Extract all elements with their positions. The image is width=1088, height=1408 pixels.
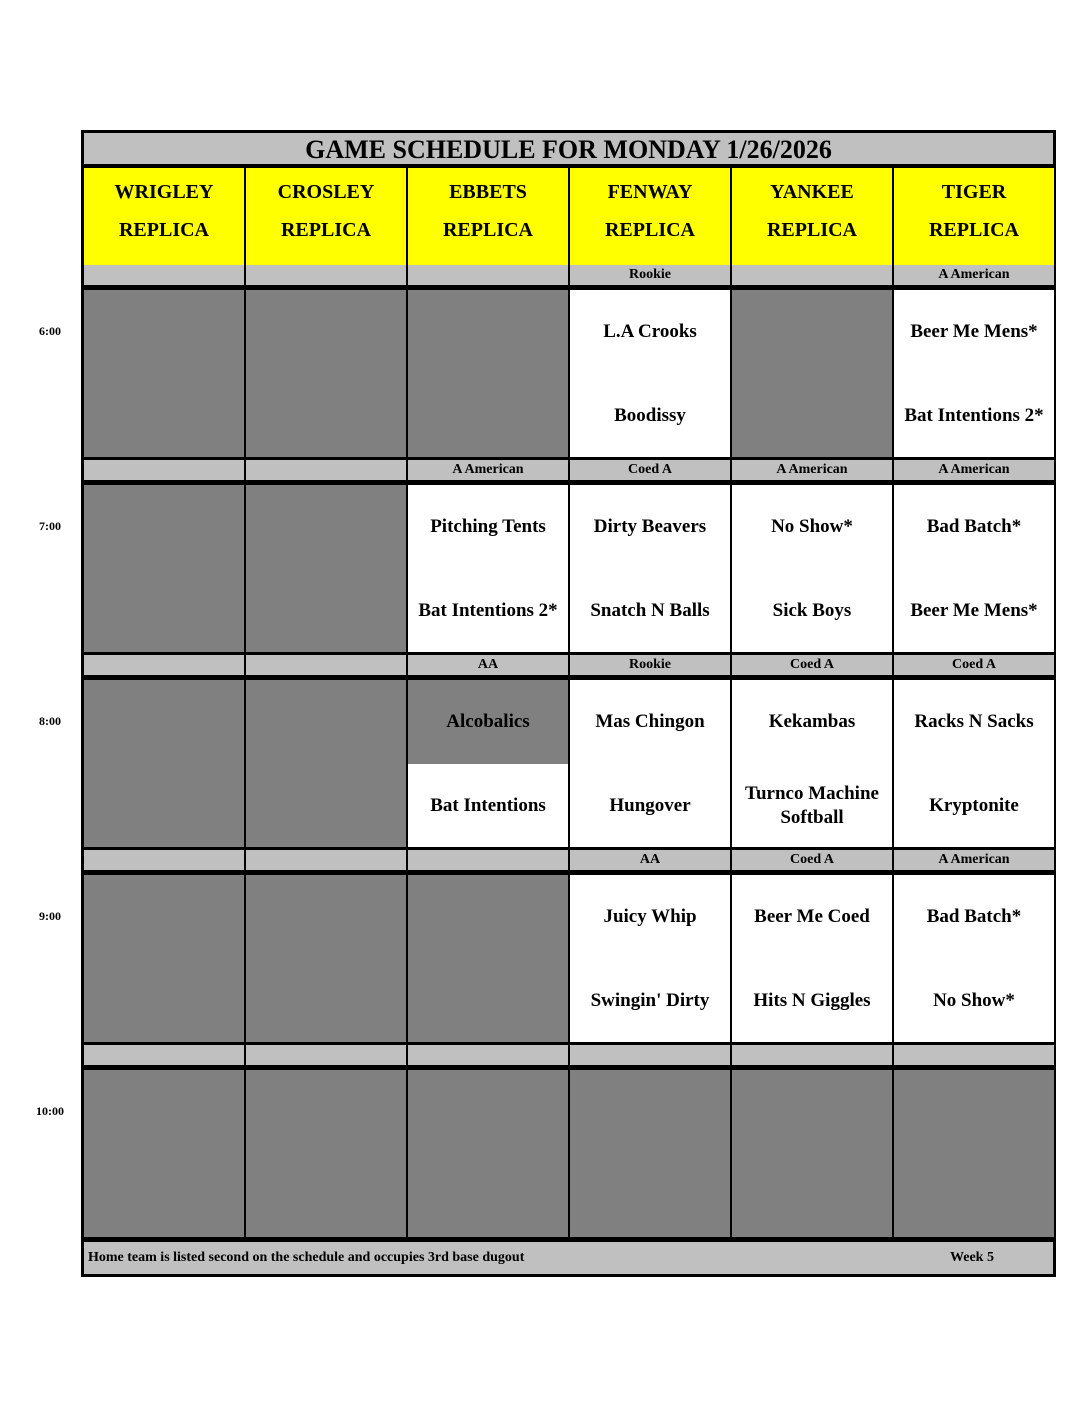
home-team: Bat Intentions xyxy=(408,764,568,847)
time-label: 8:00 xyxy=(39,714,61,728)
empty-slot xyxy=(408,290,568,457)
field-name: CROSLEY xyxy=(277,181,375,203)
empty-slot xyxy=(84,1070,244,1237)
game-cell xyxy=(732,485,892,652)
game-cell xyxy=(570,680,730,847)
away-team: Alcobalics xyxy=(408,680,568,764)
league-label xyxy=(84,460,244,480)
field-header xyxy=(246,168,406,265)
league-label xyxy=(84,850,244,870)
league-label: AA xyxy=(408,655,568,675)
league-label xyxy=(408,265,568,285)
game-cell xyxy=(894,875,1054,1042)
field-name: YANKEE xyxy=(770,181,854,203)
time-label: 7:00 xyxy=(39,519,61,533)
league-label: AA xyxy=(570,850,730,870)
league-label xyxy=(246,265,406,285)
home-team: Sick Boys xyxy=(772,599,852,621)
away-team: Kekambas xyxy=(768,711,856,732)
league-label xyxy=(246,1045,406,1065)
time-label: 10:00 xyxy=(36,1104,64,1118)
empty-slot xyxy=(408,1070,568,1237)
empty-slot xyxy=(246,290,406,457)
game-cell xyxy=(570,290,730,457)
away-team: Beer Me Coed xyxy=(754,906,870,927)
footer-note: Home team is listed second on the schedule and occupies 3rd base dugout xyxy=(88,1250,525,1265)
field-header xyxy=(894,168,1054,265)
empty-slot xyxy=(246,680,406,847)
away-team: Bad Batch* xyxy=(926,906,1022,927)
field-name: FENWAY xyxy=(607,181,693,203)
home-team: Beer Me Mens* xyxy=(910,599,1038,621)
schedule-title: GAME SCHEDULE FOR MONDAY 1/26/2026 xyxy=(84,133,1053,166)
empty-slot xyxy=(84,485,244,652)
league-label xyxy=(84,1045,244,1065)
time-label: 6:00 xyxy=(39,324,61,338)
field-subtitle: REPLICA xyxy=(766,219,857,241)
field-subtitle: REPLICA xyxy=(442,219,533,241)
league-label: Coed A xyxy=(894,655,1054,675)
field-header xyxy=(570,168,730,265)
league-label xyxy=(246,850,406,870)
league-label: Rookie xyxy=(570,655,730,675)
empty-slot xyxy=(246,485,406,652)
field-header xyxy=(84,168,244,265)
home-team: Hungover xyxy=(609,794,691,816)
away-team: Mas Chingon xyxy=(595,711,705,732)
game-cell xyxy=(732,875,892,1042)
field-name: WRIGLEY xyxy=(114,181,214,203)
empty-slot xyxy=(732,290,892,457)
empty-slot xyxy=(732,1070,892,1237)
home-team: Bat Intentions 2* xyxy=(904,404,1044,426)
league-label xyxy=(408,1045,568,1065)
league-label xyxy=(894,1045,1054,1065)
league-label: A American xyxy=(894,265,1054,285)
field-subtitle: REPLICA xyxy=(280,219,371,241)
away-team: Juicy Whip xyxy=(603,906,697,927)
game-cell xyxy=(894,290,1054,457)
league-label: Rookie xyxy=(570,265,730,285)
field-name: EBBETS xyxy=(449,181,527,203)
home-team: Snatch N Balls xyxy=(590,599,710,621)
away-team: Dirty Beavers xyxy=(593,516,707,537)
league-label: A American xyxy=(894,460,1054,480)
league-label xyxy=(732,1045,892,1065)
away-team: L.A Crooks xyxy=(603,321,697,342)
field-subtitle: REPLICA xyxy=(928,219,1019,241)
empty-slot xyxy=(84,290,244,457)
empty-slot xyxy=(84,680,244,847)
home-team: Hits N Giggles xyxy=(753,989,871,1011)
league-label: A American xyxy=(894,850,1054,870)
field-name: TIGER xyxy=(941,181,1007,203)
away-team: Pitching Tents xyxy=(430,516,546,537)
field-header xyxy=(408,168,568,265)
league-label: A American xyxy=(408,460,568,480)
game-cell xyxy=(408,485,568,652)
league-label xyxy=(84,655,244,675)
empty-slot xyxy=(894,1070,1054,1237)
league-label: Coed A xyxy=(732,655,892,675)
away-team: Racks N Sacks xyxy=(914,711,1034,732)
game-cell xyxy=(408,680,568,847)
home-team: Boodissy xyxy=(614,404,686,426)
league-label xyxy=(84,265,244,285)
game-cell xyxy=(732,680,892,847)
away-team: Bad Batch* xyxy=(926,516,1022,537)
league-label xyxy=(732,265,892,285)
empty-slot xyxy=(570,1070,730,1237)
home-team: Kryptonite xyxy=(929,794,1019,816)
away-team: Beer Me Mens* xyxy=(910,321,1038,342)
time-label: 9:00 xyxy=(39,909,61,923)
field-header xyxy=(732,168,892,265)
field-subtitle: REPLICA xyxy=(604,219,695,241)
league-label xyxy=(570,1045,730,1065)
league-label: A American xyxy=(732,460,892,480)
league-label: Coed A xyxy=(732,850,892,870)
home-team: Swingin' Dirty xyxy=(590,989,710,1011)
game-cell xyxy=(570,875,730,1042)
game-cell xyxy=(570,485,730,652)
field-subtitle: REPLICA xyxy=(118,219,209,241)
away-team: No Show* xyxy=(771,516,853,537)
home-team: Turnco Machine Softball xyxy=(745,782,879,828)
game-cell xyxy=(894,680,1054,847)
league-label xyxy=(408,850,568,870)
empty-slot xyxy=(408,875,568,1042)
schedule-sheet xyxy=(81,130,1056,1277)
schedule-footer xyxy=(84,1242,1053,1274)
empty-slot xyxy=(246,875,406,1042)
empty-slot xyxy=(84,875,244,1042)
league-label xyxy=(246,655,406,675)
league-label: Coed A xyxy=(570,460,730,480)
home-team: Bat Intentions 2* xyxy=(418,599,558,621)
week-label: Week 5 xyxy=(950,1250,994,1265)
home-team: No Show* xyxy=(933,989,1015,1011)
game-cell xyxy=(894,485,1054,652)
league-label xyxy=(246,460,406,480)
empty-slot xyxy=(246,1070,406,1237)
